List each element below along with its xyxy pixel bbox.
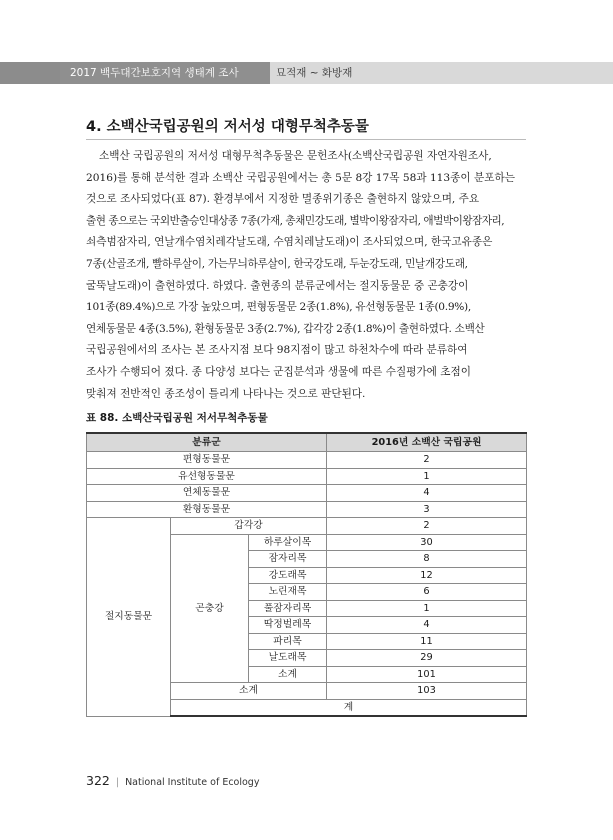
table-caption: 표 88. 소백산국립공원 저서무척추동물 <box>86 412 268 424</box>
row-label: 딱정벌레목 <box>249 617 327 634</box>
body-line: 연체동물문 4종(3.5%), 환형동물문 3종(2.7%), 갑각강 2종(1.8%)이 출현하였다. 소백산 <box>86 322 485 335</box>
footer-separator: | <box>115 777 120 788</box>
row-label: 잠자리목 <box>249 551 327 568</box>
row-value: 6 <box>327 584 527 601</box>
row-label: 갑각강 <box>171 518 327 535</box>
row-label: 소계 <box>171 683 327 700</box>
row-label: 편형동물문 <box>87 452 327 469</box>
row-value: 12 <box>327 567 527 584</box>
row-value: 103 <box>327 683 527 700</box>
row-value: 1 <box>327 600 527 617</box>
row-value: 2 <box>327 452 527 469</box>
table-row <box>87 518 527 535</box>
table-row <box>87 485 527 502</box>
body-line: 출현 종으로는 국외반출승인대상종 7종(가재, 총채민강도래, 별박이왕잠자리, 애벌박이왕잠자리, <box>86 214 505 227</box>
table-row <box>87 468 527 485</box>
body-line: 맞춰져 전반적인 종조성이 틀리게 나타나는 것으로 판단된다. <box>86 387 366 400</box>
running-header-band <box>0 62 613 84</box>
row-value: 3 <box>327 501 527 518</box>
row-label: 계 <box>171 699 527 716</box>
body-line: 소백산 국립공원의 저서성 대형무척추동물은 문헌조사(소백산국립공원 자연자원조사, <box>99 150 492 162</box>
body-line: 국립공원에서의 조사는 본 조사지점 보다 98지점이 많고 하천차수에 따라 분류하여 <box>86 344 468 357</box>
row-value: 2 <box>327 518 527 535</box>
row-value: 11 <box>327 633 527 650</box>
row-value: 4 <box>327 485 527 502</box>
body-line: 2016)를 통해 분석한 결과 소백산 국립공원에서는 총 5문 8강 17목 58과 113종이 분포하는 <box>86 171 515 184</box>
running-header-title: 2017 백두대간보호지역 생태계 조사 <box>60 62 270 84</box>
table-header-row <box>87 433 527 452</box>
row-value: 4 <box>327 617 527 634</box>
running-header-section: 묘적재 ~ 화방재 <box>276 67 353 79</box>
page-footer <box>86 773 259 788</box>
row-label: 연체동물문 <box>87 485 327 502</box>
body-line: 7종(산골조개, 빨하루살이, 가는무늬하루살이, 한국강도래, 두눈강도래, 민날개강도래, <box>86 257 468 270</box>
footer-institute: National Institute of Ecology <box>125 777 260 788</box>
species-table <box>86 432 527 717</box>
page-number: 322 <box>86 773 110 788</box>
body-line: 것으로 조사되었다(표 87). 환경부에서 지정한 멸종위기종은 출현하지 않았으며, 주요 <box>86 193 480 206</box>
body-line: 조사가 수행되어 졌다. 종 다양성 보다는 군집분석과 생물에 따른 수질평가에 초점이 <box>86 365 471 378</box>
table-row <box>87 452 527 469</box>
body-line: 쇠측범잠자리, 연날개수염치레각날도래, 수염치레날도래)이 조사되었으며, 한국고유종은 <box>86 236 493 249</box>
row-label: 소계 <box>249 666 327 683</box>
phylum-label: 절지동물문 <box>87 518 171 717</box>
class-label: 곤충강 <box>171 534 249 683</box>
row-value: 29 <box>327 650 527 667</box>
row-value: 1 <box>327 468 527 485</box>
row-label: 환형동물문 <box>87 501 327 518</box>
row-label: 노린재목 <box>249 584 327 601</box>
header-value: 2016년 소백산 국립공원 <box>327 433 527 452</box>
row-label: 풀잠자리목 <box>249 600 327 617</box>
body-paragraph <box>86 146 526 405</box>
row-label: 하루살이목 <box>249 534 327 551</box>
row-label: 파리목 <box>249 633 327 650</box>
row-value: 101 <box>327 666 527 683</box>
section-title: 4. 소백산국립공원의 저서성 대형무척추동물 <box>86 119 369 135</box>
row-value: 8 <box>327 551 527 568</box>
row-value: 30 <box>327 534 527 551</box>
body-line: 101종(89.4%)으로 가장 높았으며, 편형동물문 2종(1.8%), 유선형동물문 1종(0.9%), <box>86 301 471 314</box>
header-taxon: 분류군 <box>87 433 327 452</box>
body-line: 굴뚝날도래)이 출현하였다. 하였다. 출현종의 분류군에서는 절지동물문 중 곤충강이 <box>86 279 469 292</box>
title-divider <box>86 139 526 140</box>
row-label: 강도래목 <box>249 567 327 584</box>
row-label: 유선형동물문 <box>87 468 327 485</box>
table-row <box>87 501 527 518</box>
row-label: 날도래목 <box>249 650 327 667</box>
